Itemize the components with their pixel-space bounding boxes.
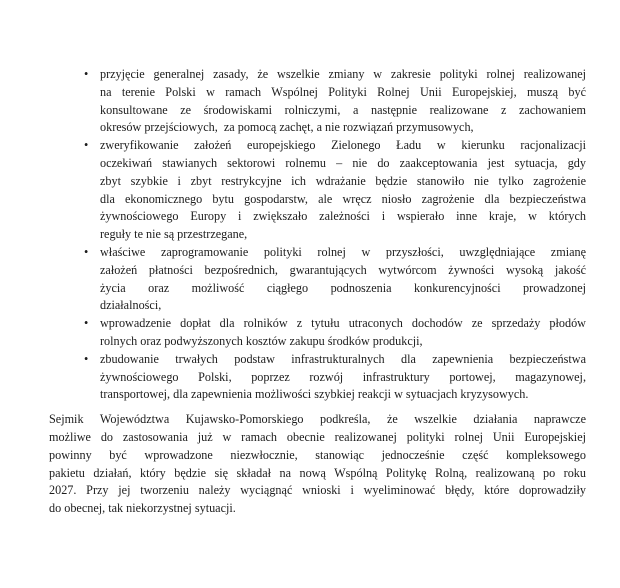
text-line: przyjęcie generalnej zasady, że wszelkie zmiany w zakresie polityki rolnej realizowanej (100, 67, 586, 81)
text-line: oczekiwań stawianych sektorowi rolnemu – nie do zaakceptowania jest sytuacja, gdy (100, 155, 586, 170)
bullet-icon: • (84, 244, 89, 259)
text-line: do obecnej, tak niekorzystnej sytuacji. (49, 501, 236, 516)
text-line: życia oraz możliwość ciągłego podnoszenia konkurencyjności prowadzonej (100, 280, 586, 295)
bullet-icon: • (84, 138, 89, 153)
bullet-icon: • (84, 316, 89, 331)
text-line: reguły te nie są przestrzegane, (100, 227, 248, 242)
text-line: założeń płatności bezpośrednich, gwarantujących wytwórcom żywności wysoką jakość (100, 262, 586, 277)
bullet-icon: • (84, 351, 89, 366)
text-line: Sejmik Województwa Kujawsko-Pomorskiego podkreśla, że wszelkie działania naprawcze (49, 412, 586, 427)
bullet-item (84, 351, 586, 404)
bullet-item (84, 244, 586, 315)
text-line: konsultowane ze środowiskami rolniczymi, a następnie realizowane z zachowaniem (100, 102, 586, 117)
text-line: na terenie Polski w ramach Wspólnej Polityki Rolnej Unii Europejskiej, muszą być (100, 84, 586, 99)
bullet-item (84, 315, 586, 351)
document-content (49, 66, 586, 518)
text-line: powinny być wprowadzone niezwłocznie, stanowiąc jednocześnie część kompleksowego (49, 447, 586, 462)
text-line: zweryfikowanie założeń europejskiego Zielonego Ładu w kierunku racjonalizacji (100, 138, 586, 153)
text-line: dla ekonomicznego bytu gospodarstw, ale wręcz niosło zagrożenie dla bezpieczeństwa (100, 191, 586, 206)
text-line: wprowadzenie dopłat dla rolników z tytułu utraconych dochodów ze sprzedaży płodów (100, 316, 586, 331)
bullet-item (84, 66, 586, 137)
bullet-item (84, 137, 586, 244)
text-line: pakietu działań, który będzie się składał na nową Wspólną Politykę Rolną, realizowaną po roku (49, 465, 586, 480)
text-line: żywnościowego Polski, poprzez rozwój infrastruktury portowej, magazynowej, (100, 369, 586, 384)
text-line: transportowej, dla zapewnienia możliwości szybkiej reakcji w sytuacjach kryzysowych. (100, 387, 529, 402)
text-line: zbyt szybkie i zbyt restrykcyjne ich wdrażanie będzie stanowiło nie tylko zagrożenie (100, 173, 586, 188)
closing-paragraph (49, 411, 586, 518)
text-line: działalności, (100, 298, 162, 313)
text-line: okresów przejściowych, za pomocą zachęt, a nie rozwiązań przymusowych, (100, 120, 474, 135)
text-line: żywnościowego Europy i zwiększało zależności i wspierało inne kraje, w których (100, 209, 586, 224)
bullet-icon: • (84, 67, 89, 81)
text-line: właściwe zaprogramowanie polityki rolnej w przyszłości, uwzględniające zmianę (100, 244, 586, 259)
bullet-list (49, 66, 586, 404)
text-line: możliwe do zastosowania już w ramach obecnie realizowanej polityki rolnej Unii Europejskiej (49, 429, 586, 444)
text-line: zbudowanie trwałych podstaw infrastrukturalnych dla zapewnienia bezpieczeństwa (100, 351, 586, 366)
text-line: rolnych oraz podwyższonych kosztów zakupu środków produkcji, (100, 333, 423, 348)
text-line: 2027. Przy jej tworzeniu należy wyciągnąć wnioski i wyeliminować błędy, które doprowadziły (49, 483, 586, 498)
